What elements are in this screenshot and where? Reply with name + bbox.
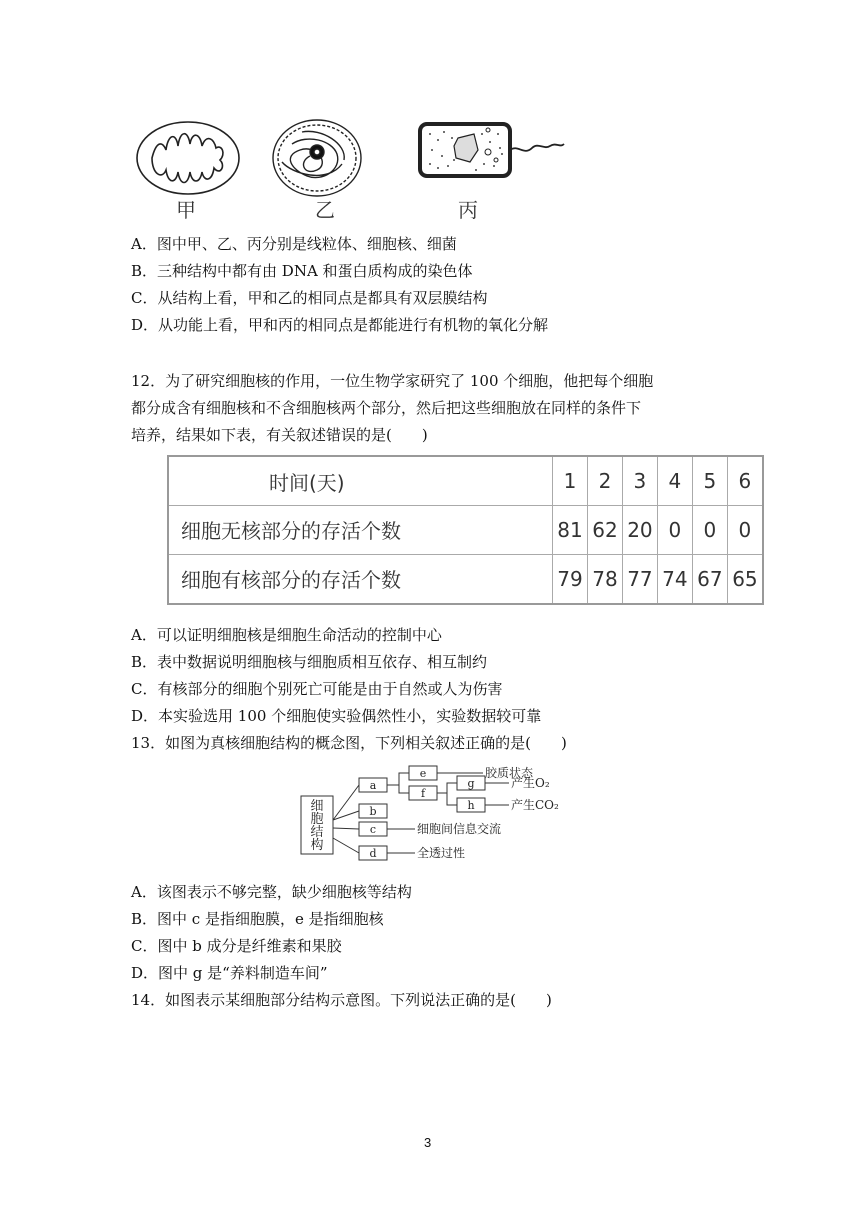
text-d: 全透过性 [417, 846, 466, 860]
q13-stem: 13．如图为真核细胞结构的概念图，下列相关叙述正确的是( ) [131, 734, 567, 752]
q12-option-d: D．本实验选用 100 个细胞使实验偶然性小，实验数据较可靠 [131, 707, 542, 725]
text-e: 胶质状态 [485, 766, 534, 780]
root-char: 结 [310, 825, 324, 840]
box-h-label: h [467, 799, 475, 812]
bacterium-drawing [420, 124, 564, 176]
day-cell: 5 [692, 456, 727, 506]
value-cell: 77 [622, 554, 657, 604]
day-cell: 4 [657, 456, 692, 506]
box-a-label: a [369, 779, 377, 792]
root-char: 细 [310, 799, 324, 814]
root-char: 构 [310, 838, 324, 853]
q12-option-a: A．可以证明细胞核是细胞生命活动的控制中心 [131, 626, 442, 644]
value-cell: 65 [727, 554, 763, 604]
value-cell: 78 [587, 554, 622, 604]
box-f-label: f [420, 787, 426, 800]
q11-option-c: C．从结构上看，甲和乙的相同点是都具有双层膜结构 [131, 289, 488, 307]
text-c: 细胞间信息交流 [417, 822, 502, 836]
q12-stem-line-1: 12．为了研究细胞核的作用，一位生物学家研究了 100 个细胞，他把每个细胞 [131, 372, 654, 390]
box-d-label: d [369, 847, 377, 860]
row-label: 细胞无核部分的存活个数 [168, 506, 553, 555]
concept-diagram-svg [287, 760, 603, 866]
value-cell: 81 [553, 506, 588, 555]
mitochondrion-drawing [137, 122, 239, 194]
q12-option-c: C．有核部分的细胞个别死亡可能是由于自然或人为伤害 [131, 680, 503, 698]
value-cell: 0 [727, 506, 763, 555]
day-cell: 1 [553, 456, 588, 506]
day-cell: 3 [622, 456, 657, 506]
text-g: 产生O₂ [511, 776, 550, 790]
value-cell: 79 [553, 554, 588, 604]
figure-structures [132, 104, 572, 228]
survival-table [167, 455, 764, 605]
q11-option-b: B．三种结构中都有由 DNA 和蛋白质构成的染色体 [131, 262, 473, 280]
structures-illustration [132, 104, 572, 228]
day-cell: 2 [587, 456, 622, 506]
value-cell: 67 [692, 554, 727, 604]
time-header: 时间(天) [168, 456, 553, 506]
day-cell: 6 [727, 456, 763, 506]
value-cell: 74 [657, 554, 692, 604]
text-h: 产生CO₂ [511, 798, 559, 812]
q12-stem-line-2: 都分成含有细胞核和不含细胞核两个部分，然后把这些细胞放在同样的条件下 [131, 399, 642, 417]
page-number: 3 [424, 1135, 432, 1150]
box-e-label: e [419, 767, 427, 780]
value-cell: 20 [622, 506, 657, 555]
q13-option-c: C．图中 b 成分是纤维素和果胶 [131, 937, 342, 955]
table-header-row [168, 456, 763, 506]
label-yi: 乙 [315, 198, 335, 222]
q13-option-d: D．图中 g 是“养料制造车间” [131, 964, 328, 982]
q13-option-b: B．图中 c 是指细胞膜，e 是指细胞核 [131, 910, 384, 928]
q13-option-a: A．该图表示不够完整，缺少细胞核等结构 [131, 883, 412, 901]
box-b-label: b [369, 805, 377, 818]
value-cell: 62 [587, 506, 622, 555]
label-bing: 丙 [458, 198, 478, 222]
q12-stem-line-3: 培养，结果如下表，有关叙述错误的是( ) [131, 426, 428, 444]
nucleus-drawing [273, 120, 361, 196]
q12-option-b: B．表中数据说明细胞核与细胞质相互依存、相互制约 [131, 653, 488, 671]
root-char: 胞 [310, 812, 324, 827]
table-row [168, 506, 763, 555]
cell-structure-concept-diagram [287, 760, 603, 866]
label-jia: 甲 [176, 198, 196, 222]
value-cell: 0 [657, 506, 692, 555]
q11-option-d: D．从功能上看，甲和丙的相同点是都能进行有机物的氧化分解 [131, 316, 549, 334]
q14-stem: 14．如图表示某细胞部分结构示意图。下列说法正确的是( ) [131, 991, 552, 1009]
box-c-label: c [369, 823, 377, 836]
row-label: 细胞有核部分的存活个数 [168, 554, 553, 604]
q11-option-a: A．图中甲、乙、丙分别是线粒体、细胞核、细菌 [131, 235, 457, 253]
box-g-label: g [467, 777, 475, 790]
table-row [168, 554, 763, 604]
value-cell: 0 [692, 506, 727, 555]
